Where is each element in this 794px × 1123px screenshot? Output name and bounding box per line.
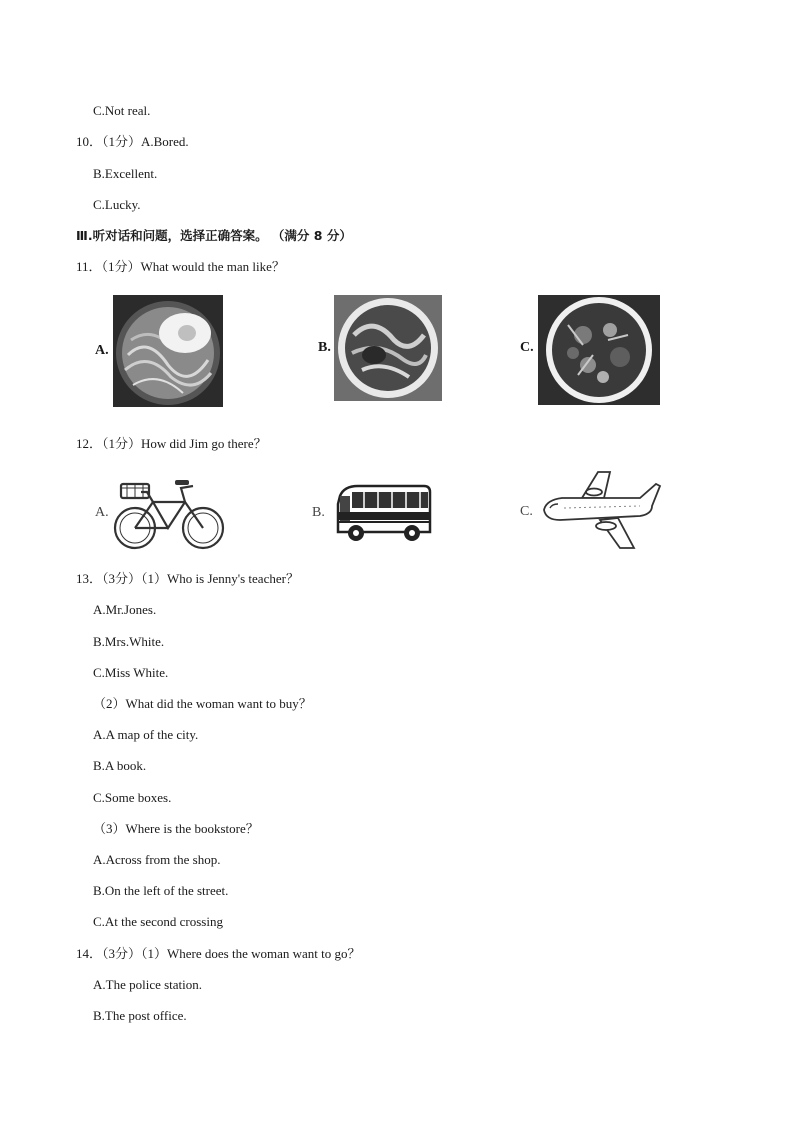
q13-1-option-c: C.Miss White.: [93, 665, 169, 680]
q13-2-option-c: C.Some boxes.: [93, 790, 172, 805]
option-letter: B.: [312, 505, 325, 520]
q13-2-option-b: B.A book.: [93, 758, 147, 773]
q13-1-option-b: B.Mrs.White.: [93, 634, 165, 649]
mixed-dish-bowl-icon: [538, 295, 660, 405]
q11-question: 11．（1分）What would the man like？: [76, 259, 285, 274]
q14-option-b: B.The post office.: [93, 1008, 187, 1023]
noodles-with-egg-icon: [113, 295, 223, 407]
option-letter: A.: [95, 343, 109, 358]
q9-option-c: C.Not real.: [93, 103, 151, 118]
q13-3-question: （3）Where is the bookstore？: [93, 821, 259, 836]
q12-option-c: [520, 466, 665, 554]
airplane-icon: [540, 468, 662, 552]
bicycle-icon: [113, 476, 228, 552]
q13-1-option-a: A.Mr.Jones.: [93, 602, 157, 617]
option-letter: A.: [95, 505, 109, 520]
section-3-title: Ⅲ.听对话和问题，选择正确答案。 （满分 8 分）: [76, 228, 352, 243]
q10-option-c: C.Lucky.: [93, 197, 141, 212]
q12-question: 12．（1分）How did Jim go there？: [76, 436, 267, 451]
q13-question: 13．（3分）（1）Who is Jenny's teacher？: [76, 571, 299, 586]
option-letter: C.: [520, 504, 533, 519]
q13-3-option-a: A.Across from the shop.: [93, 852, 221, 867]
q13-3-option-b: B.On the left of the street.: [93, 883, 229, 898]
q12-option-a: [95, 472, 235, 552]
q10-question: 10．（1分）A.Bored.: [76, 134, 189, 149]
q14-option-a: A.The police station.: [93, 977, 203, 992]
q11-option-b: [318, 295, 448, 405]
q12-option-b: [312, 478, 442, 548]
option-letter: C.: [520, 340, 534, 355]
q13-3-option-c: C.At the second crossing: [93, 914, 223, 929]
noodles-bowl-icon: [334, 295, 442, 401]
q10-option-b: B.Excellent.: [93, 166, 158, 181]
q11-option-c: [520, 295, 665, 407]
q14-question: 14．（3分）（1）Where does the woman want to go？: [76, 946, 361, 961]
q11-option-a: [95, 295, 225, 410]
q13-2-question: （2）What did the woman want to buy？: [93, 696, 312, 711]
bus-icon: [334, 482, 434, 544]
q13-2-option-a: A.A map of the city.: [93, 727, 199, 742]
option-letter: B.: [318, 340, 331, 355]
